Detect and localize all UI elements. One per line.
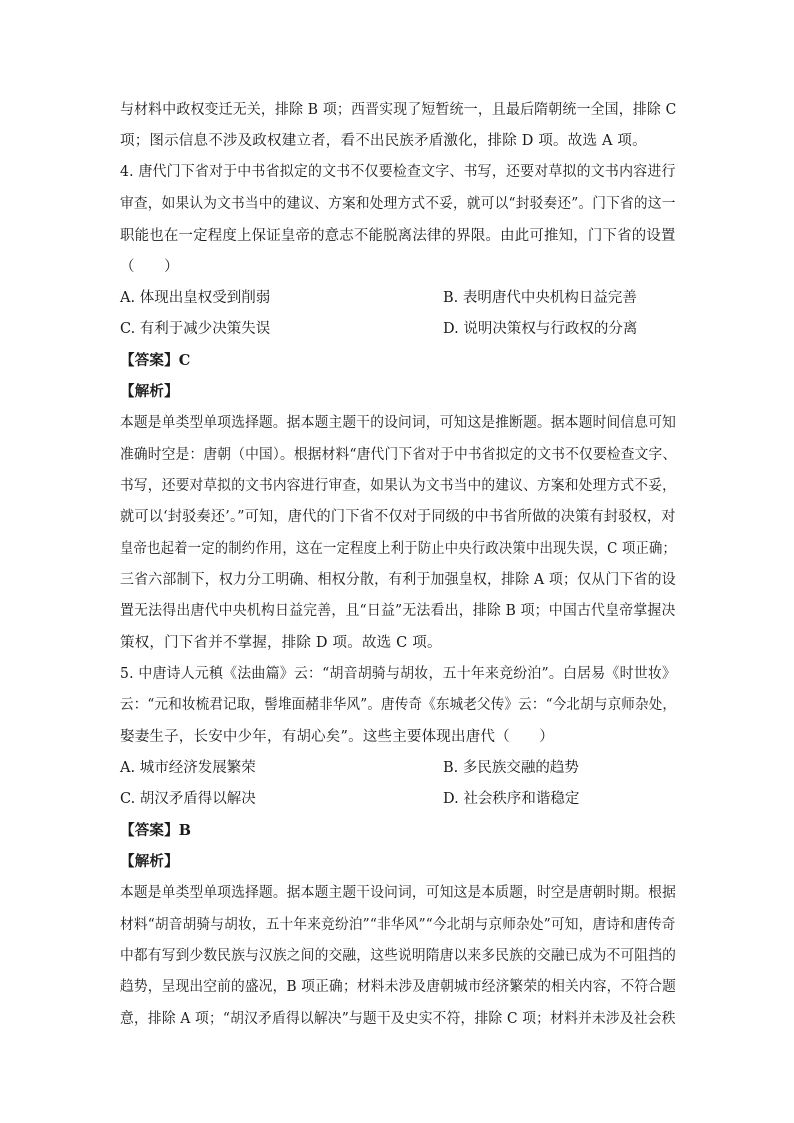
q5-stem-line-2: 云：“元和妆梳君记取，髻堆面赭非华风”。唐传奇《东城老父传》云：“今北胡与京师杂处， bbox=[120, 697, 677, 713]
q4-stem-line-2: 审查，如果认为文书当中的建议、方案和处理方式不妥，就可以“封驳奏还”。门下省的这一 bbox=[120, 196, 676, 212]
q5-analysis-line-5: 意，排除 A 项；“胡汉矛盾得以解决”与题干及史实不符，排除 C 项；材料并未涉及社会秩 bbox=[120, 1011, 676, 1027]
q4-stem-line-3: 职能也在一定程度上保证皇帝的意志不能脱离法律的界限。由此可推知，门下省的设置 bbox=[120, 228, 676, 244]
q4-option-a: A. 体现出皇权受到削弱 bbox=[120, 290, 271, 306]
q5-stem-line-1: 5. 中唐诗人元稹《法曲篇》云：“胡音胡骑与胡妆，五十年来竞纷泊”。白居易《时世妆》 bbox=[120, 666, 677, 682]
q5-option-a: A. 城市经济发展繁荣 bbox=[120, 760, 256, 776]
q4-analysis-line-1: 本题是单类型单项选择题。据本题主题干的设问词，可知这是推断题。据本题时间信息可知 bbox=[120, 415, 677, 431]
q4-stem-line-4: （ ） bbox=[120, 259, 179, 275]
q5-option-c: C. 胡汉矛盾得以解决 bbox=[120, 791, 256, 807]
q3-analysis-line-1: 与材料中政权变迁无关，排除 B 项；西晋实现了短暂统一，且最后隋朝统一全国，排除 C bbox=[120, 102, 677, 118]
q5-analysis-line-4: 趋势，呈现出空前的盛况，B 项正确；材料未涉及唐朝城市经济繁荣的相关内容，不符合题 bbox=[120, 979, 676, 995]
q4-analysis-line-7: 置无法得出唐代中央机构日益完善，且“日益”无法看出，排除 B 项；中国古代皇帝掌握决 bbox=[120, 603, 676, 619]
q4-analysis-line-4: 就可以‘封驳奏还’。”可知，唐代的门下省不仅对于同级的中书省所做的决策有封驳权，对 bbox=[120, 509, 676, 525]
q4-option-b: B. 表明唐代中央机构日益完善 bbox=[443, 290, 637, 306]
q3-analysis-line-2: 项；图示信息不涉及政权建立者，看不出民族矛盾激化，排除 D 项。故选 A 项。 bbox=[120, 133, 647, 149]
q4-analysis-line-3: 书写，还要对草拟的文书内容进行审查，如果认为文书当中的建议、方案和处理方式不妥， bbox=[120, 478, 677, 494]
q5-analysis-line-3: 中都有写到少数民族与汉族之间的交融，这些说明隋唐以来多民族的交融已成为不可阻挡的 bbox=[120, 948, 677, 964]
q4-analysis-line-6: 三省六部制下，权力分工明确、相权分散，有利于加强皇权，排除 A 项；仅从门下省的设 bbox=[120, 572, 676, 588]
q4-option-c: C. 有利于减少决策失误 bbox=[120, 321, 271, 337]
q4-analysis-line-2: 准确时空是：唐朝（中国）。根据材料“唐代门下省对于中书省拟定的文书不仅要检查文字、 bbox=[120, 447, 677, 463]
q4-answer: 【答案】C bbox=[120, 352, 191, 369]
q4-analysis-line-5: 皇帝也起着一定的制约作用，这在一定程度上利于防止中央行政决策中出现失误，C 项正确； bbox=[120, 541, 677, 557]
q4-stem-line-1: 4. 唐代门下省对于中书省拟定的文书不仅要检查文字、书写，还要对草拟的文书内容进行 bbox=[120, 164, 676, 180]
q5-analysis-line-2: 材料“胡音胡骑与胡妆，五十年来竞纷泊”“非华风”“今北胡与京师杂处”可知，唐诗和唐传奇 bbox=[120, 917, 676, 933]
q5-option-b: B. 多民族交融的趋势 bbox=[443, 760, 579, 776]
q4-analysis-line-8: 策权，门下省并不掌握，排除 D 项。故选 C 项。 bbox=[120, 635, 442, 651]
q4-analysis-label: 【解析】 bbox=[120, 383, 179, 400]
q5-option-d: D. 社会秩序和谐稳定 bbox=[443, 791, 580, 807]
q4-option-d: D. 说明决策权与行政权的分离 bbox=[443, 321, 638, 337]
q5-stem-line-3: 娶妻生子，长安中少年，有胡心矣”。这些主要体现出唐代（ ） bbox=[120, 729, 554, 745]
q5-answer: 【答案】B bbox=[120, 822, 192, 839]
q5-analysis-line-1: 本题是单类型单项选择题。据本题主题干设问词，可知这是本质题，时空是唐朝时期。根据 bbox=[120, 885, 677, 901]
q5-analysis-label: 【解析】 bbox=[120, 853, 179, 870]
